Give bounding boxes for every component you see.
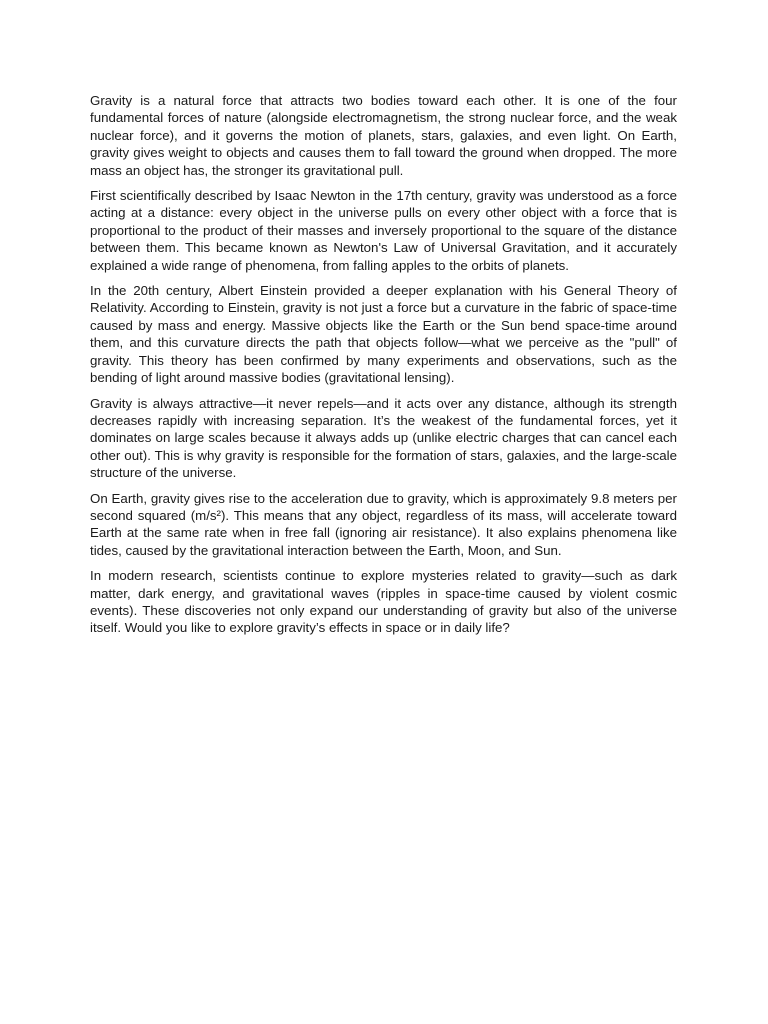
paragraph-intro: Gravity is a natural force that attracts two bodies toward each other. It is one of the four fundamental forces of nature (alongside electromagnetism, the strong nuclear force, and the weak nuclear force), and it governs the motion of planets, stars, galaxies, and even light. On Earth, gravity gives weight to objects and causes them to fall toward the ground when dropped. The more mass an object has, the stronger its gravitational pull.: [90, 93, 677, 178]
paragraph-modern-research: In modern research, scientists continue to explore mysteries related to gravity—such as dark matter, dark energy, and gravitational waves (ripples in space-time caused by violent cosmic events). These discoveries not only expand our understanding of gravity but also of the universe itself. Would you like to explore gravity’s effects in space or in daily life?: [90, 568, 677, 636]
document-body: [90, 92, 677, 645]
paragraph-earth-acceleration: On Earth, gravity gives rise to the acceleration due to gravity, which is approximately 9.8 meters per second squared (m/s²). This means that any object, regardless of its mass, will accelerate toward Earth at the same rate when in free fall (ignoring air resistance). It also explains phenomena like tides, caused by the gravitational interaction between the Earth, Moon, and Sun.: [90, 490, 677, 558]
paragraph-einstein: In the 20th century, Albert Einstein provided a deeper explanation with his General Theory of Relativity. According to Einstein, gravity is not just a force but a curvature in the fabric of space-time caused by mass and energy. Massive objects like the Earth or the Sun bend space-time around them, and this curvature directs the path that objects follow—what we perceive as the "pull" of gravity. This theory has been confirmed by many experiments and observations, such as the bending of light around massive bodies (gravitational lensing).: [90, 283, 677, 386]
paragraph-attractive: Gravity is always attractive—it never repels—and it acts over any distance, although its strength decreases rapidly with increasing separation. It’s the weakest of the fundamental forces, yet it dominates on large scales because it always adds up (unlike electric charges that can cancel each other out). This is why gravity is responsible for the formation of stars, galaxies, and the large-scale structure of the universe.: [90, 395, 677, 481]
paragraph-newton: First scientifically described by Isaac Newton in the 17th century, gravity was understood as a force acting at a distance: every object in the universe pulls on every other object with a force that is proportional to the product of their masses and inversely proportional to the square of the distance between them. This became known as Newton's Law of Universal Gravitation, and it accurately explained a wide range of phenomena, from falling apples to the orbits of planets.: [90, 188, 677, 273]
